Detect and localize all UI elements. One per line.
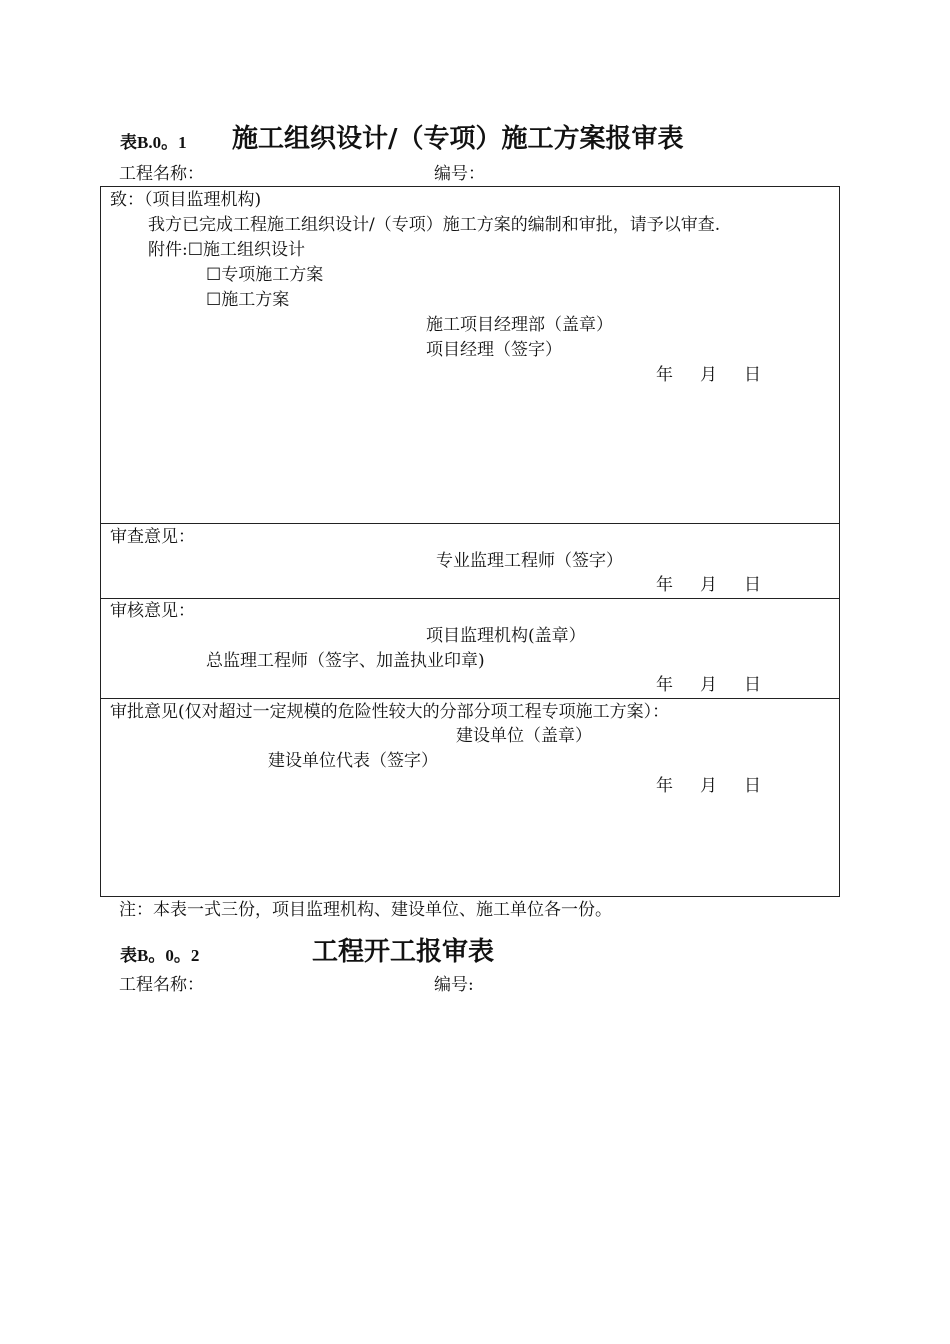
option-org-design-label: 施工组织设计 — [202, 240, 305, 260]
month-label: 月 — [700, 365, 717, 385]
form2-code: 表B。0。2 — [120, 946, 200, 965]
option-construction-plan-label: 施工方案 — [221, 290, 290, 310]
year-label: 年 — [656, 776, 673, 796]
chief-engineer-signature: 总监理工程师（签字、加盖执业印章) — [206, 651, 485, 671]
attachment-label: 附件: — [148, 240, 188, 260]
checkbox-construction-plan[interactable]: ☐ — [206, 290, 222, 310]
supervision-org-seal: 项目监理机构(盖章） — [426, 626, 586, 646]
day-label: 日 — [744, 575, 761, 595]
review-opinion-label: 审查意见： — [110, 527, 195, 547]
project-manager-signature: 项目经理（签字） — [426, 340, 562, 360]
attachment-row-2 — [206, 263, 323, 288]
checkbox-org-design[interactable]: ☐ — [187, 240, 203, 260]
date-line — [656, 573, 761, 598]
year-label: 年 — [656, 365, 673, 385]
date-line — [656, 673, 761, 698]
form2-number-label: 编号: — [434, 975, 474, 995]
day-label: 日 — [744, 365, 761, 385]
attachment-row-1 — [148, 238, 305, 263]
form2-project-name-label: 工程名称： — [119, 975, 204, 995]
form2-title: 工程开工报审表 — [312, 937, 495, 967]
client-unit-seal: 建设单位（盖章） — [456, 726, 592, 746]
specialist-engineer-signature: 专业监理工程师（签字） — [436, 551, 623, 571]
date-line — [656, 774, 761, 799]
submission-statement: 我方已完成工程施工组织设计/（专项）施工方案的编制和审批，请予以审查. — [148, 215, 721, 235]
attachment-row-3 — [206, 288, 289, 313]
form1-number-label: 编号： — [434, 164, 485, 184]
audit-section — [100, 599, 840, 699]
form1-note: 注：本表一式三份，项目监理机构、建设单位、施工单位各一份。 — [119, 900, 612, 920]
option-special-plan-label: 专项施工方案 — [221, 265, 324, 285]
year-label: 年 — [656, 675, 673, 695]
day-label: 日 — [744, 675, 761, 695]
project-dept-seal: 施工项目经理部（盖章） — [426, 315, 613, 335]
client-representative-signature: 建设单位代表（签字） — [268, 751, 438, 771]
audit-opinion-label: 审核意见： — [110, 601, 195, 621]
review-section — [100, 524, 840, 599]
submission-section — [100, 186, 840, 524]
month-label: 月 — [700, 675, 717, 695]
addressee: 致：（项目监理机构) — [110, 190, 262, 210]
month-label: 月 — [700, 575, 717, 595]
day-label: 日 — [744, 776, 761, 796]
approval-section — [100, 699, 840, 897]
approval-opinion-label: 审批意见(仅对超过一定规模的危险性较大的分部分项工程专项施工方案）： — [110, 702, 670, 722]
form1-code: 表B.0。1 — [120, 133, 187, 152]
year-label: 年 — [656, 575, 673, 595]
date-line — [656, 363, 761, 388]
form1-project-name-label: 工程名称： — [119, 164, 204, 184]
checkbox-special-plan[interactable]: ☐ — [206, 265, 222, 285]
month-label: 月 — [700, 776, 717, 796]
form1-title: 施工组织设计/（专项）施工方案报审表 — [232, 124, 684, 154]
